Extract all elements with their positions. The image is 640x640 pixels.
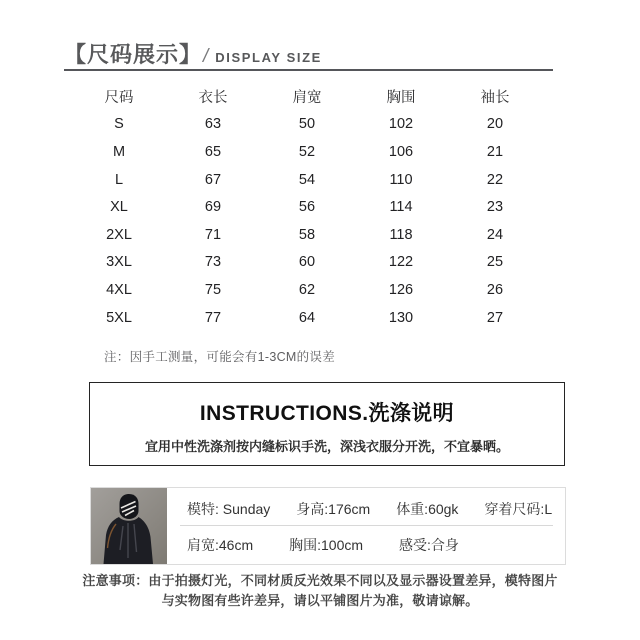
size-table-row xyxy=(72,166,542,194)
size-label-cell: M xyxy=(112,143,126,160)
measurement-cell: 69 xyxy=(204,199,222,216)
measurement-cell: 25 xyxy=(486,254,504,271)
size-label-cell: S xyxy=(114,116,124,133)
size-table-header-cell: 袖长 xyxy=(480,90,510,107)
measurement-cell: 77 xyxy=(204,309,222,326)
measurement-cell: 58 xyxy=(298,226,316,243)
model-attribute: 体重:60gk xyxy=(396,501,459,517)
size-table-header-cell: 尺码 xyxy=(104,90,134,107)
measurement-cell: 73 xyxy=(204,254,222,271)
size-label-cell: 4XL xyxy=(106,281,132,298)
title-divider-slash: / xyxy=(203,46,209,67)
model-attribute: 肩宽:46cm xyxy=(187,537,254,553)
size-table-header-cell: 胸围 xyxy=(386,90,416,107)
measurement-cell: 126 xyxy=(388,281,414,298)
measurement-cell: 114 xyxy=(389,199,413,216)
size-table-body xyxy=(72,111,542,332)
measurement-cell: 130 xyxy=(388,309,414,326)
notice-line-2: 与实物图有些许差异，请以平铺图片为准，敬请谅解。 xyxy=(161,593,479,608)
model-info-divider xyxy=(180,525,553,526)
notice-line-1: 注意事项：由于拍摄灯光，不同材质反光效果不同以及显示器设置差异，模特图片 xyxy=(82,573,558,588)
measurement-cell: 64 xyxy=(298,309,316,326)
size-label-cell: 5XL xyxy=(106,309,132,326)
measurement-cell: 21 xyxy=(486,143,504,160)
measurement-cell: 52 xyxy=(298,143,316,160)
size-table-row xyxy=(72,111,542,139)
header-divider-line xyxy=(64,69,553,71)
measurement-cell: 71 xyxy=(204,226,222,243)
measurement-tolerance-note: 注：因手工测量，可能会有1-3CM的误差 xyxy=(104,350,336,364)
size-table-row xyxy=(72,221,542,249)
size-table-row xyxy=(72,193,542,221)
model-attribute: 身高:176cm xyxy=(296,501,371,517)
measurement-cell: 75 xyxy=(204,281,222,298)
measurement-cell: 62 xyxy=(298,281,316,298)
measurement-cell: 26 xyxy=(486,281,504,298)
page-title-en: DISPLAY SIZE xyxy=(215,50,322,65)
care-instructions-box xyxy=(89,382,565,466)
measurement-cell: 50 xyxy=(298,116,316,133)
page-title xyxy=(64,38,322,69)
measurement-cell: 22 xyxy=(486,171,504,188)
measurement-cell: 23 xyxy=(486,199,504,216)
size-table-row xyxy=(72,249,542,277)
measurement-cell: 110 xyxy=(389,171,413,188)
measurement-cell: 27 xyxy=(486,309,504,326)
model-attribute: 胸围:100cm xyxy=(289,537,364,553)
size-table-row xyxy=(72,304,542,332)
size-label-cell: L xyxy=(114,171,124,188)
model-attribute: 穿着尺码:L xyxy=(484,501,553,517)
size-table-header-cell: 衣长 xyxy=(198,90,228,107)
model-info-row-1 xyxy=(187,499,557,519)
model-info-box xyxy=(90,487,566,565)
size-table xyxy=(72,83,542,331)
measurement-cell: 60 xyxy=(298,254,316,271)
size-label-cell: XL xyxy=(110,199,128,216)
measurement-cell: 24 xyxy=(486,226,504,243)
measurement-cell: 118 xyxy=(389,226,413,243)
size-table-row xyxy=(72,276,542,304)
measurement-cell: 56 xyxy=(298,199,316,216)
measurement-cell: 65 xyxy=(204,143,222,160)
measurement-cell: 54 xyxy=(298,171,316,188)
size-table-header-cell: 肩宽 xyxy=(292,90,322,107)
size-table-header-row xyxy=(72,83,542,111)
care-instructions-title: INSTRUCTIONS.洗涤说明 xyxy=(199,402,455,425)
measurement-cell: 122 xyxy=(388,254,414,271)
model-photo xyxy=(91,488,167,564)
model-attribute: 感受:合身 xyxy=(399,537,459,553)
measurement-cell: 20 xyxy=(486,116,504,133)
model-info-row-2 xyxy=(187,535,557,555)
model-photo-image xyxy=(91,488,167,564)
measurement-cell: 63 xyxy=(204,116,222,133)
size-table-row xyxy=(72,138,542,166)
size-label-cell: 3XL xyxy=(106,254,132,271)
measurement-cell: 67 xyxy=(204,171,222,188)
measurement-cell: 106 xyxy=(388,143,414,160)
size-label-cell: 2XL xyxy=(106,226,132,243)
measurement-cell: 102 xyxy=(388,116,414,133)
page-title-cn: 【尺码展示】 xyxy=(64,42,203,67)
model-info-text xyxy=(167,488,565,564)
model-attribute: 模特: Sunday xyxy=(187,501,271,517)
notice-text xyxy=(0,571,640,611)
care-instructions-text: 宜用中性洗涤剂按内缝标识手洗，深浅衣服分开洗，不宜暴晒。 xyxy=(144,439,509,454)
